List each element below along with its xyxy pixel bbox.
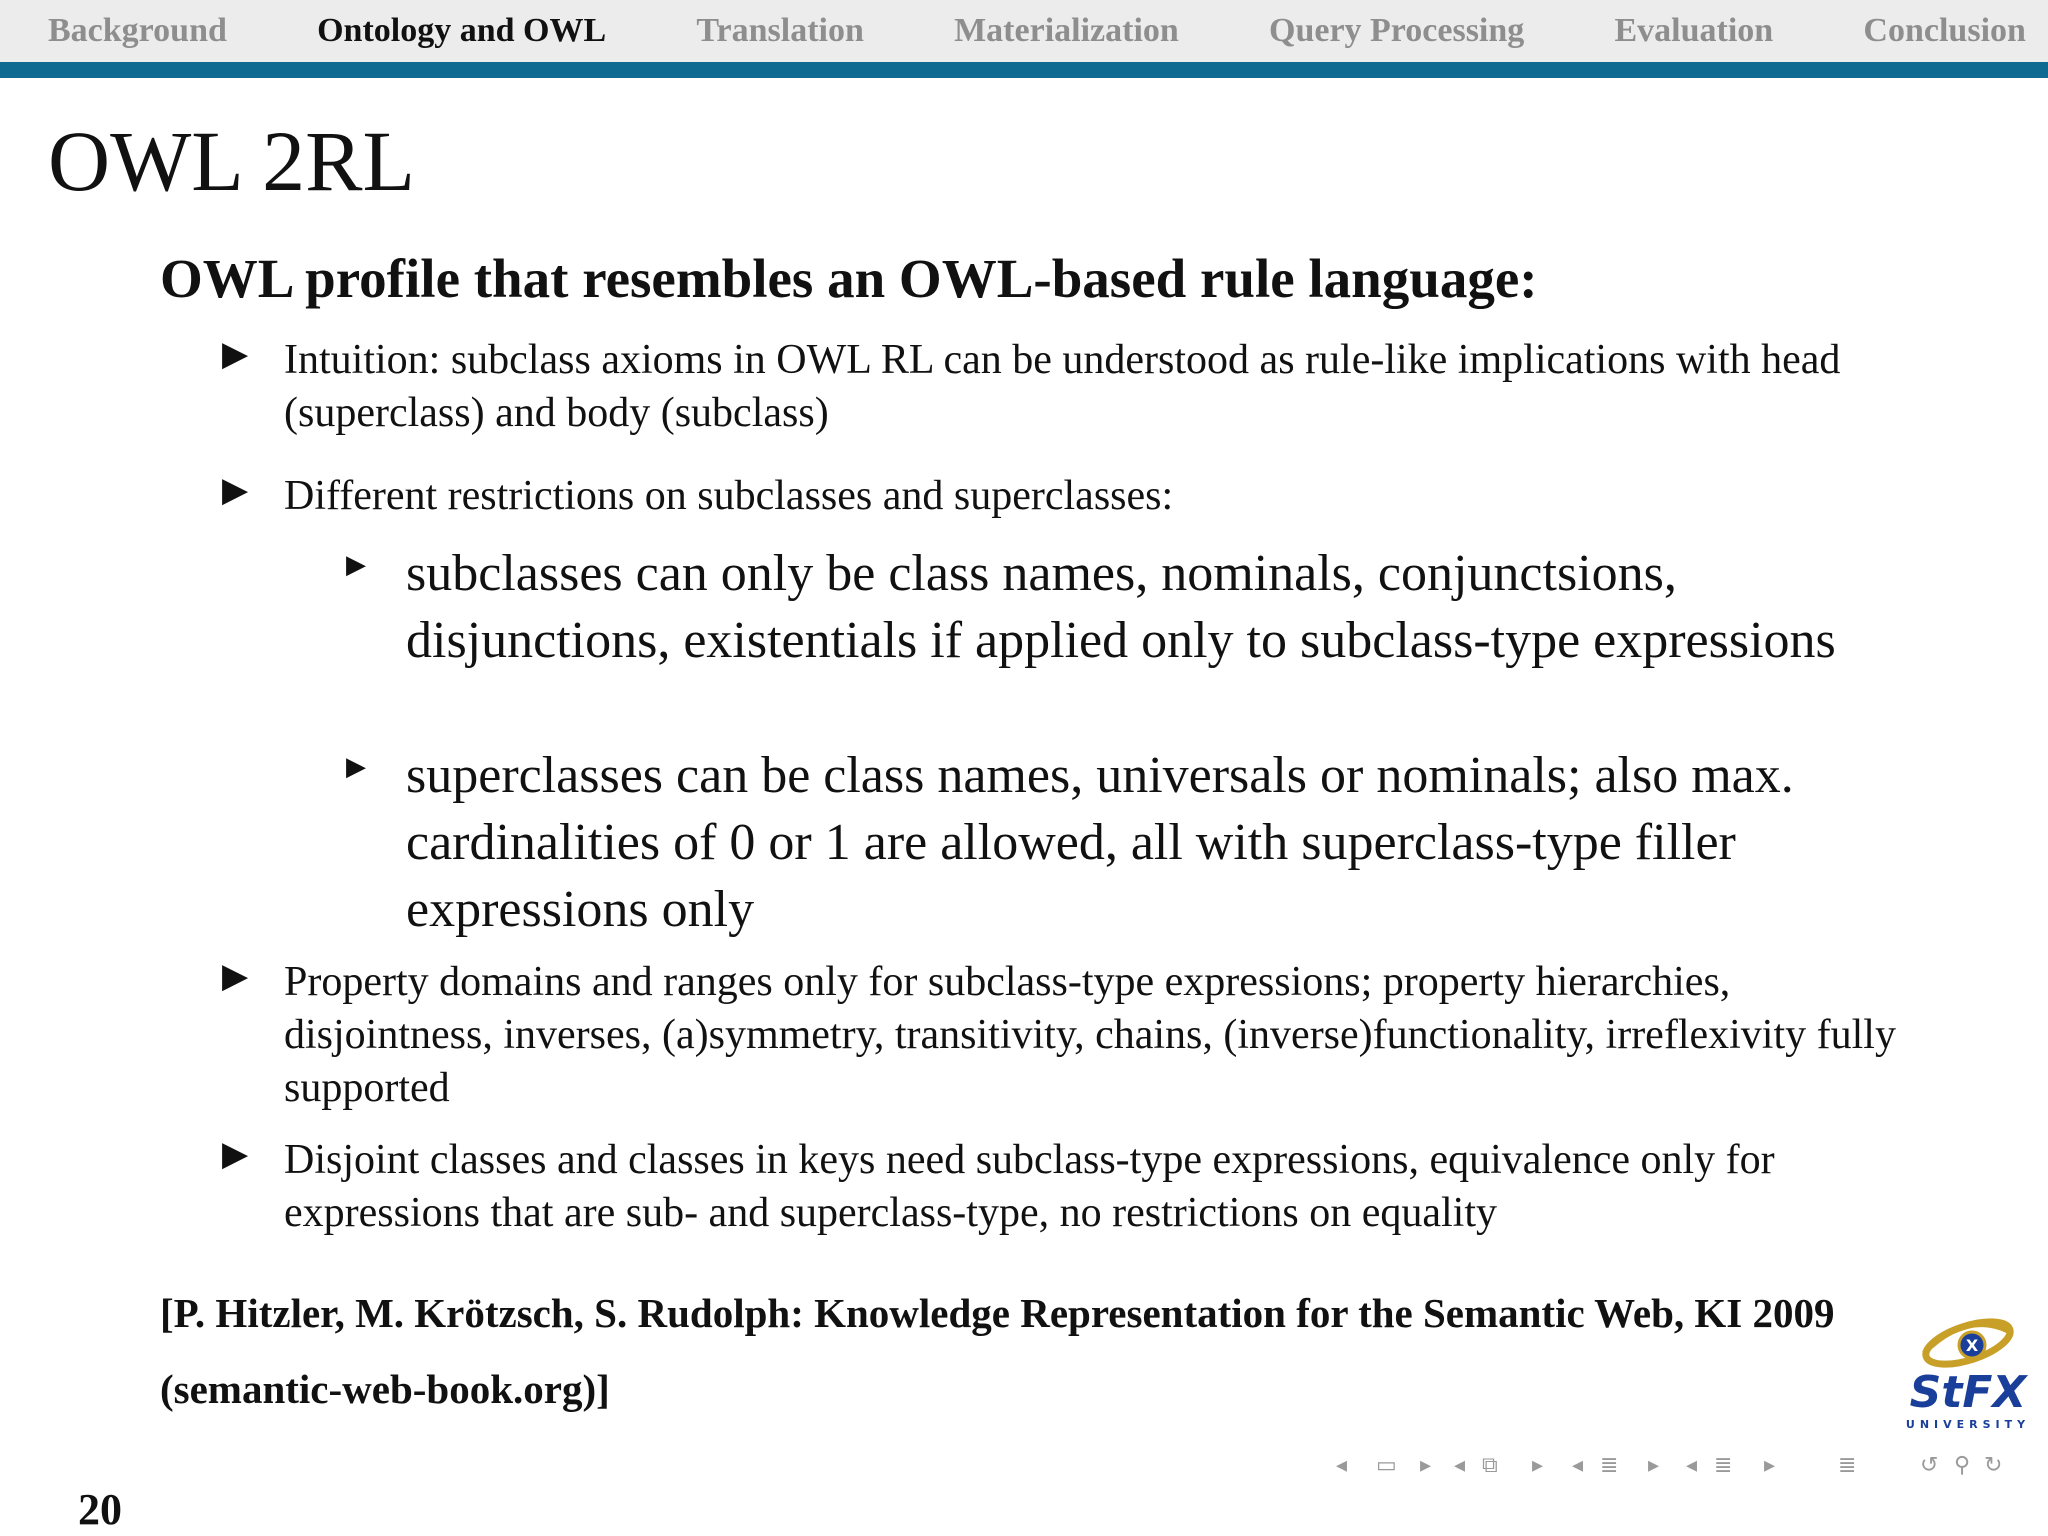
slide-title: OWL 2RL: [48, 113, 416, 209]
logo-graphic: [1906, 1315, 2030, 1437]
back-icon[interactable]: ↺: [1920, 1453, 1939, 1478]
nav-right-icon[interactable]: ▸: [1420, 1453, 1432, 1478]
bullet-text: Different restrictions on subclasses and superclasses:: [284, 473, 1174, 519]
logo-sub-text: UNIVERSITY: [1906, 1418, 2030, 1431]
frame-icon[interactable]: ▭: [1376, 1453, 1397, 1478]
triangle-right-icon: ▶: [222, 472, 249, 509]
beamer-navigation: [1336, 1448, 2026, 1484]
triangle-right-icon: ▶: [222, 1136, 249, 1173]
nav-left-icon[interactable]: ◂: [1336, 1453, 1348, 1478]
logo-main-text: StFX: [1909, 1367, 2027, 1418]
bullet-text: Property domains and ranges only for subclass-type expressions; property hierarchies, disjointness, inverses, (a)symmetry, transitivity, chains, (inverse)functionality, irreflexivity fully supported: [284, 959, 1896, 1111]
nav-tab-materialization[interactable]: Materialization: [954, 12, 1179, 49]
nav-accent-bar: [0, 62, 2048, 78]
nav-right-icon[interactable]: ▸: [1532, 1453, 1544, 1478]
page-number: 20: [78, 1485, 122, 1534]
nav-tab-evaluation[interactable]: Evaluation: [1614, 12, 1774, 49]
small-triangle-right-icon: ▶: [346, 752, 366, 781]
triangle-right-icon: ▶: [222, 336, 249, 373]
top-navigation: [0, 0, 2048, 62]
nav-right-icon[interactable]: ▸: [1648, 1453, 1660, 1478]
triangle-right-icon: ▶: [222, 958, 249, 995]
nav-left-icon[interactable]: ◂: [1686, 1453, 1698, 1478]
section-tabs: [0, 0, 2048, 62]
slide-subheading: OWL profile that resembles an OWL-based rule language:: [160, 248, 1538, 309]
search-icon[interactable]: ⚲: [1954, 1453, 1971, 1478]
bullet-text: Disjoint classes and classes in keys need subclass-type expressions, equivalence only for expressions that are sub- and superclass-type, no restrictions on equality: [284, 1137, 1775, 1236]
section-icon[interactable]: ≣: [1714, 1453, 1733, 1478]
nav-left-icon[interactable]: ◂: [1454, 1453, 1466, 1478]
nav-tab-translation[interactable]: Translation: [696, 12, 864, 49]
bullet-text: Intuition: subclass axioms in OWL RL can be understood as rule-like implications with head (superclass) and body (subclass): [284, 337, 1841, 436]
nav-tab-conclusion[interactable]: Conclusion: [1863, 12, 2026, 49]
nav-right-icon[interactable]: ▸: [1764, 1453, 1776, 1478]
nav-tab-background[interactable]: Background: [48, 12, 227, 49]
nav-tab-query-processing[interactable]: Query Processing: [1269, 12, 1525, 49]
section-icon[interactable]: ≣: [1600, 1453, 1619, 1478]
small-triangle-right-icon: ▶: [346, 550, 366, 579]
forward-icon[interactable]: ↻: [1984, 1453, 2003, 1478]
citation: [P. Hitzler, M. Krötzsch, S. Rudolph: Knowledge Representation for the Semantic Web, KI 2009 (semantic-web-book.org)]: [160, 1290, 1835, 1412]
sub-bullet-text: superclasses can be class names, universals or nominals; also max. cardinalities of 0 or 1 are allowed, all with superclass-type filler expressions only: [406, 747, 1794, 938]
logo-badge-text: X: [1965, 1336, 1979, 1355]
doc-icon[interactable]: ≣: [1838, 1453, 1857, 1478]
nav-tab-ontology-and-owl[interactable]: Ontology and OWL: [317, 12, 607, 49]
sub-bullet-text: subclasses can only be class names, nominals, conjunctsions, disjunctions, existentials if applied only to subclass-type expressions: [406, 545, 1836, 669]
subsection-icon[interactable]: ⧉: [1482, 1453, 1498, 1478]
nav-left-icon[interactable]: ◂: [1572, 1453, 1584, 1478]
stfx-logo: [1906, 1315, 2030, 1437]
